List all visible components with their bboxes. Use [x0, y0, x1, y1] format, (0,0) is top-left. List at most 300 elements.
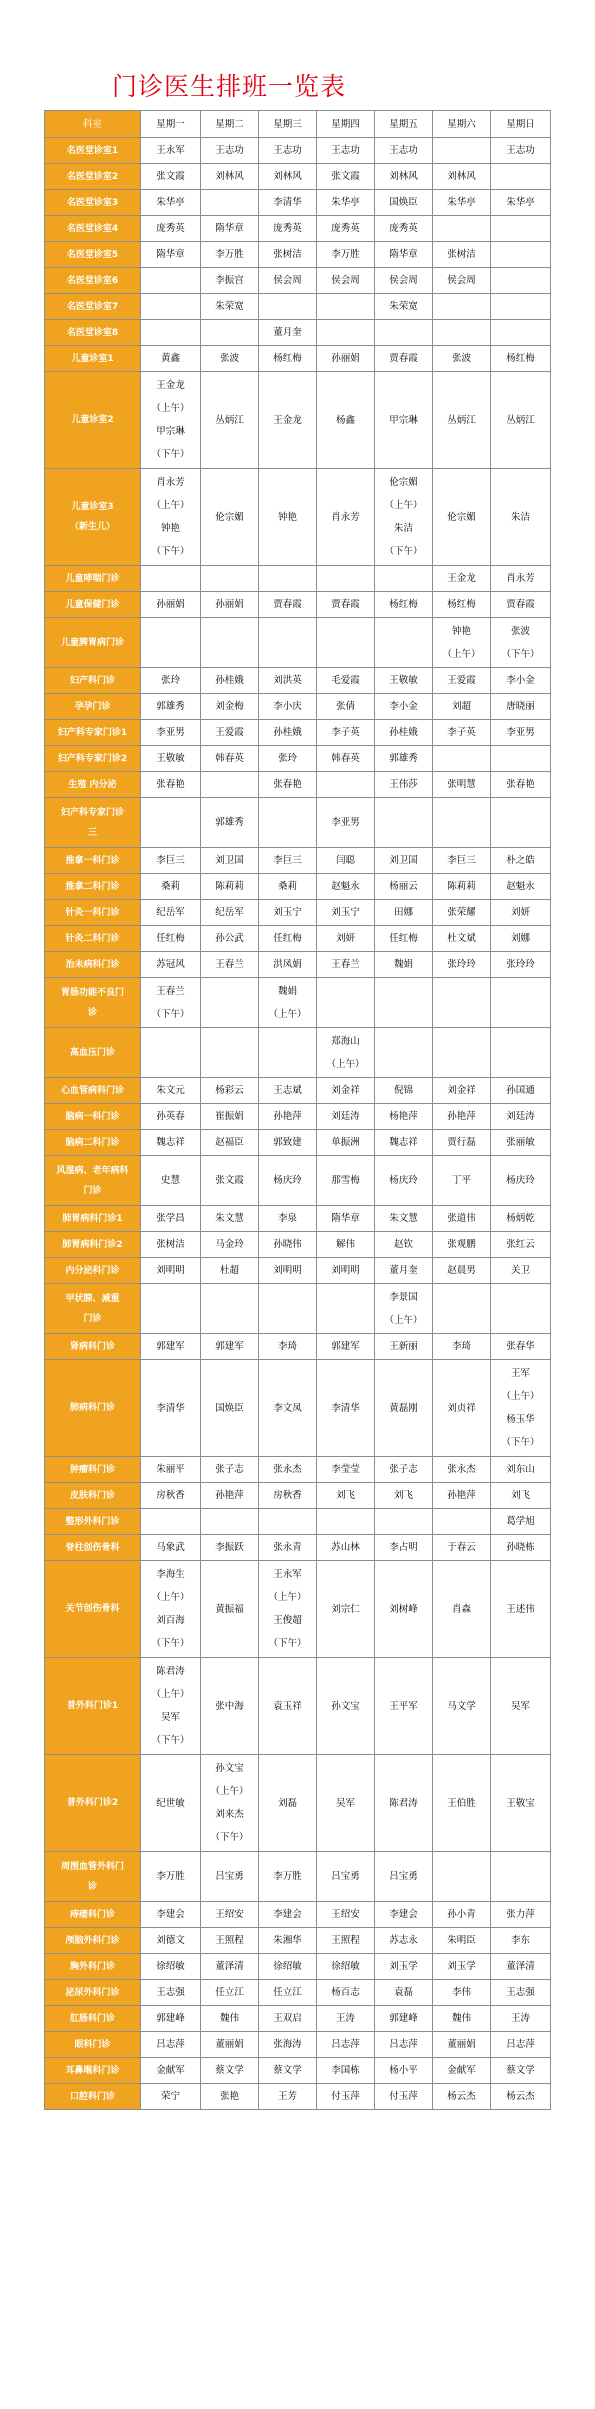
schedule-cell — [259, 618, 317, 668]
doctor-list — [433, 1955, 490, 1978]
doctor-name: 刘娜 — [510, 933, 530, 944]
doctor-list — [433, 1695, 490, 1718]
department-cell — [45, 900, 141, 926]
schedule-cell — [433, 1928, 491, 1954]
doctor-name: 贾春霞 — [273, 599, 302, 610]
schedule-cell — [375, 1104, 433, 1130]
doctor-name: 闫聪 — [335, 855, 355, 866]
column-header-thursday: 星期四 — [317, 111, 375, 138]
doctor-name: 史慧 — [160, 1175, 180, 1186]
schedule-cell — [491, 1457, 551, 1483]
schedule-cell — [201, 1028, 259, 1078]
table-row — [45, 1360, 551, 1457]
doctor-name: 张春艳 — [506, 779, 535, 790]
schedule-cell — [141, 1104, 201, 1130]
department-name: 脑病二科门诊 — [65, 1137, 120, 1148]
schedule-cell — [375, 1156, 433, 1206]
doctor-name: 国焕臣 — [389, 197, 418, 208]
doctor-name: 张玲玲 — [447, 959, 476, 970]
doctor-name: 丛炳江 — [447, 414, 476, 426]
department-cell — [45, 1130, 141, 1156]
doctor-name: 王敬敏 — [389, 675, 418, 686]
schedule-cell — [141, 592, 201, 618]
doctor-list — [141, 1335, 200, 1358]
doctor-list — [259, 1335, 316, 1358]
doctor-name: 钟艳 — [451, 625, 471, 637]
doctor-name: 魏娟 — [393, 959, 413, 970]
schedule-cell — [375, 900, 433, 926]
schedule-cell — [201, 1457, 259, 1483]
doctor-list — [317, 2033, 374, 2056]
doctor-list — [141, 1792, 200, 1815]
table-row — [45, 1104, 551, 1130]
schedule-cell — [491, 1902, 551, 1928]
doctor-list — [259, 217, 316, 240]
schedule-cell — [317, 242, 375, 268]
doctor-name: 魏志祥 — [389, 1137, 418, 1148]
schedule-cell — [375, 190, 433, 216]
schedule-cell — [201, 848, 259, 874]
schedule-cell — [201, 1232, 259, 1258]
department-name: 颅脑外科门诊 — [65, 1935, 120, 1946]
doctor-list — [317, 1929, 374, 1952]
doctor-list — [141, 1233, 200, 1256]
doctor-name: 刘贞祥 — [447, 1402, 476, 1414]
doctor-list — [491, 567, 550, 590]
doctor-name: 崔振娟 — [215, 1111, 244, 1122]
schedule-cell — [201, 1852, 259, 1902]
schedule-cell — [259, 216, 317, 242]
schedule-cell — [317, 798, 375, 848]
table-row — [45, 2006, 551, 2032]
schedule-cell — [491, 1360, 551, 1457]
doctor-name: 朱文慧 — [215, 1213, 244, 1224]
doctor-name: 李小庆 — [273, 701, 302, 712]
doctor-list — [375, 1598, 432, 1621]
table-row — [45, 1078, 551, 1104]
schedule-cell — [491, 1928, 551, 1954]
doctor-name: 任红梅 — [273, 933, 302, 944]
doctor-list — [259, 927, 316, 950]
doctor-list — [201, 901, 258, 924]
doctor-list — [317, 1030, 374, 1076]
schedule-cell — [141, 1258, 201, 1284]
doctor-list — [433, 1792, 490, 1815]
schedule-cell — [201, 190, 259, 216]
doctor-name: （上午） — [151, 500, 190, 511]
doctor-list — [317, 901, 374, 924]
doctor-name: 侯会周 — [389, 275, 418, 286]
doctor-list — [317, 139, 374, 162]
department-name: 生殖 内分泌 — [68, 779, 117, 790]
doctor-list — [317, 165, 374, 188]
department-cell — [45, 1360, 141, 1457]
doctor-list — [317, 721, 374, 744]
doctor-name: 李子英 — [331, 727, 360, 738]
schedule-cell — [491, 1258, 551, 1284]
department-name: 诊 — [87, 1007, 97, 1018]
department-name: 肾病科门诊 — [69, 1341, 115, 1352]
doctor-name: 任立江 — [215, 1987, 244, 1998]
schedule-cell — [141, 190, 201, 216]
department-name: 儿童保健门诊 — [65, 599, 120, 610]
doctor-name: 吕志萍 — [506, 2039, 535, 2050]
schedule-cell — [375, 1980, 433, 2006]
doctor-list — [491, 1792, 550, 1815]
doctor-name: 唐晓丽 — [506, 701, 535, 712]
doctor-list — [491, 953, 550, 976]
table-row — [45, 1535, 551, 1561]
department-cell — [45, 1483, 141, 1509]
doctor-name: 杨庆玲 — [273, 1175, 302, 1186]
table-row — [45, 1028, 551, 1078]
schedule-cell — [491, 848, 551, 874]
department-cell — [45, 746, 141, 772]
doctor-name: 张春艳 — [273, 779, 302, 790]
doctor-list — [201, 1865, 258, 1888]
doctor-name: 马金玲 — [215, 1239, 244, 1250]
department-cell — [45, 1284, 141, 1334]
doctor-name: 吕宝勇 — [389, 1871, 418, 1882]
schedule-cell — [259, 1104, 317, 1130]
doctor-name: 王芳 — [277, 2091, 297, 2102]
doctor-list — [201, 669, 258, 692]
department-name: 肺胃病科门诊2 — [62, 1239, 123, 1250]
column-header-monday: 星期一 — [141, 111, 201, 138]
doctor-name: 刘林风 — [389, 171, 418, 182]
doctor-list — [201, 1929, 258, 1952]
doctor-list — [317, 1207, 374, 1230]
doctor-name: 张红云 — [506, 1239, 535, 1250]
doctor-list — [375, 1929, 432, 1952]
doctor-name: 王志功 — [273, 145, 302, 156]
doctor-name: 郭致建 — [273, 1137, 302, 1148]
department-cell — [45, 216, 141, 242]
doctor-name: 肖永芳 — [331, 511, 360, 523]
doctor-list — [491, 1362, 550, 1454]
schedule-cell — [375, 2058, 433, 2084]
department-name: 整形外科门诊 — [65, 1516, 120, 1527]
schedule-cell — [433, 874, 491, 900]
doctor-name: 董丽娟 — [447, 2039, 476, 2050]
doctor-name: （上午） — [384, 500, 423, 511]
schedule-cell — [375, 618, 433, 668]
doctor-list — [375, 901, 432, 924]
doctor-list — [317, 1131, 374, 1154]
department-cell — [45, 1334, 141, 1360]
department-cell — [45, 1156, 141, 1206]
doctor-name: 董泽清 — [215, 1961, 244, 1972]
schedule-cell — [317, 2084, 375, 2110]
doctor-list — [141, 1169, 200, 1192]
doctor-list — [491, 1510, 550, 1533]
doctor-list — [317, 1865, 374, 1888]
schedule-cell — [201, 720, 259, 746]
schedule-cell — [491, 320, 551, 346]
doctor-list — [259, 1484, 316, 1507]
doctor-name: 李建会 — [156, 1909, 185, 1920]
doctor-name: 刘飞 — [510, 1490, 530, 1501]
schedule-cell — [491, 372, 551, 469]
schedule-cell — [141, 952, 201, 978]
schedule-cell — [433, 1852, 491, 1902]
doctor-name: 桑莉 — [160, 881, 180, 892]
schedule-cell — [317, 1755, 375, 1852]
doctor-list — [317, 1458, 374, 1481]
doctor-name: 黄磊刚 — [389, 1402, 418, 1414]
doctor-name: 孙桂娥 — [215, 675, 244, 686]
doctor-list — [491, 1079, 550, 1102]
doctor-name: 任立江 — [273, 1987, 302, 1998]
doctor-name: 杨庆玲 — [389, 1175, 418, 1186]
doctor-name: 张荣耀 — [447, 907, 476, 918]
doctor-list — [491, 669, 550, 692]
doctor-name: 蔡文学 — [506, 2065, 535, 2076]
schedule-cell — [259, 242, 317, 268]
schedule-cell — [433, 1078, 491, 1104]
schedule-cell — [259, 1483, 317, 1509]
doctor-list — [491, 1233, 550, 1256]
doctor-name: 郭建军 — [215, 1341, 244, 1352]
doctor-name: 黄鑫 — [160, 353, 180, 364]
doctor-name: 吴军 — [510, 1700, 530, 1712]
doctor-list — [375, 669, 432, 692]
doctor-name: 董泽清 — [506, 1961, 535, 1972]
doctor-name: 张春艳 — [156, 779, 185, 790]
doctor-list — [375, 139, 432, 162]
doctor-list — [259, 593, 316, 616]
doctor-list — [433, 875, 490, 898]
schedule-cell — [141, 926, 201, 952]
doctor-name: 朱洁 — [510, 511, 530, 523]
doctor-name: 黄振福 — [215, 1603, 244, 1615]
table-row — [45, 694, 551, 720]
doctor-name: 袁磊 — [393, 1987, 413, 1998]
schedule-cell — [141, 294, 201, 320]
doctor-name: 刘玉宁 — [331, 907, 360, 918]
schedule-cell — [375, 720, 433, 746]
table-row — [45, 216, 551, 242]
doctor-name: 刘妍 — [510, 907, 530, 918]
doctor-name: 苏山林 — [331, 1542, 360, 1553]
schedule-cell — [317, 190, 375, 216]
table-row — [45, 1206, 551, 1232]
doctor-name: 吕宝勇 — [215, 1871, 244, 1882]
table-row — [45, 1954, 551, 1980]
doctor-name: 李亚男 — [156, 727, 185, 738]
schedule-body — [45, 138, 551, 2110]
department-name: 眼科门诊 — [74, 2039, 111, 2050]
doctor-name: 张观鹏 — [447, 1239, 476, 1250]
schedule-cell — [491, 1334, 551, 1360]
department-cell — [45, 294, 141, 320]
department-name: 儿童诊室1 — [71, 353, 114, 364]
schedule-cell — [375, 1928, 433, 1954]
schedule-cell — [491, 1130, 551, 1156]
doctor-name: 李巨三 — [156, 855, 185, 866]
schedule-cell — [201, 1561, 259, 1658]
schedule-cell — [375, 164, 433, 190]
doctor-name: （下午） — [268, 1638, 307, 1649]
doctor-name: 王金龙 — [447, 573, 476, 584]
doctor-name: （下午） — [501, 1437, 540, 1448]
doctor-list — [201, 1233, 258, 1256]
schedule-cell — [141, 1535, 201, 1561]
doctor-name: 孙晓栋 — [506, 1542, 535, 1553]
schedule-cell — [375, 848, 433, 874]
doctor-list — [433, 1458, 490, 1481]
doctor-name: 孙丽娟 — [156, 599, 185, 610]
doctor-list — [433, 1929, 490, 1952]
department-cell — [45, 1232, 141, 1258]
schedule-cell — [259, 294, 317, 320]
doctor-name: 杨红梅 — [389, 599, 418, 610]
schedule-cell — [201, 320, 259, 346]
doctor-name: 王伟莎 — [389, 779, 418, 790]
doctor-name: 肖永芳 — [506, 573, 535, 584]
doctor-list — [433, 347, 490, 370]
schedule-cell — [259, 1509, 317, 1535]
table-row — [45, 1980, 551, 2006]
doctor-name: 刘玉学 — [389, 1961, 418, 1972]
doctor-list — [317, 2059, 374, 2082]
doctor-name: 孙艳萍 — [215, 1490, 244, 1501]
doctor-name: 洪凤娟 — [273, 959, 302, 970]
doctor-list — [433, 927, 490, 950]
doctor-list — [433, 1207, 490, 1230]
doctor-list — [433, 695, 490, 718]
doctor-list — [141, 1563, 200, 1655]
doctor-name: 张子志 — [215, 1464, 244, 1475]
schedule-cell — [317, 900, 375, 926]
doctor-name: 张丽敏 — [506, 1137, 535, 1148]
doctor-name: 李莹莹 — [331, 1464, 360, 1475]
department-name: 胃肠功能不良门 — [60, 987, 124, 998]
doctor-list — [201, 1397, 258, 1420]
doctor-name: 朱文慧 — [389, 1213, 418, 1224]
schedule-cell — [317, 1156, 375, 1206]
schedule-cell — [259, 798, 317, 848]
doctor-name: 王爱霞 — [447, 675, 476, 686]
doctor-list — [201, 1981, 258, 2004]
schedule-cell — [433, 1509, 491, 1535]
schedule-cell — [201, 798, 259, 848]
doctor-list — [317, 669, 374, 692]
department-name: 肺病科门诊 — [69, 1403, 115, 1413]
department-name: 推拿二科门诊 — [65, 881, 120, 892]
doctor-list — [317, 1792, 374, 1815]
doctor-list — [433, 593, 490, 616]
schedule-cell — [141, 1028, 201, 1078]
doctor-list — [317, 409, 374, 432]
department-name: 脑病一科门诊 — [65, 1111, 120, 1122]
schedule-cell — [201, 874, 259, 900]
doctor-name: 孙晓伟 — [273, 1239, 302, 1250]
doctor-name: 刘百海 — [156, 1615, 185, 1626]
doctor-list — [375, 875, 432, 898]
department-name: 耳鼻喉科门诊 — [65, 2065, 120, 2076]
column-header-tuesday: 星期二 — [201, 111, 259, 138]
doctor-list — [259, 243, 316, 266]
doctor-name: 王新丽 — [389, 1341, 418, 1352]
schedule-cell — [433, 346, 491, 372]
schedule-cell — [201, 592, 259, 618]
doctor-list — [375, 747, 432, 770]
doctor-name: 刘卫国 — [215, 855, 244, 866]
doctor-list — [201, 1207, 258, 1230]
schedule-cell — [259, 566, 317, 592]
doctor-list — [259, 1207, 316, 1230]
doctor-name: 吴军 — [160, 1712, 180, 1723]
doctor-list — [491, 1903, 550, 1926]
schedule-cell — [433, 268, 491, 294]
department-name: 名医堂诊室4 — [66, 223, 119, 234]
doctor-name: 杨红梅 — [506, 353, 535, 364]
doctor-list — [259, 139, 316, 162]
schedule-cell — [317, 1078, 375, 1104]
doctor-name: 李万胜 — [273, 1871, 302, 1882]
schedule-cell — [141, 566, 201, 592]
doctor-name: （下午） — [151, 546, 190, 557]
doctor-list — [317, 875, 374, 898]
doctor-name: 苏冠风 — [156, 959, 185, 970]
schedule-cell — [433, 978, 491, 1028]
schedule-cell — [141, 1852, 201, 1902]
doctor-name: 李文凤 — [273, 1402, 302, 1414]
doctor-list — [259, 747, 316, 770]
doctor-name: 杨艳萍 — [389, 1111, 418, 1122]
doctor-name: （下午） — [151, 449, 190, 460]
department-cell — [45, 320, 141, 346]
schedule-cell — [317, 1206, 375, 1232]
schedule-cell — [317, 1258, 375, 1284]
doctor-list — [317, 191, 374, 214]
doctor-list — [491, 1929, 550, 1952]
doctor-name: 郭雄秀 — [215, 817, 244, 828]
schedule-cell — [491, 2084, 551, 2110]
schedule-cell — [375, 952, 433, 978]
schedule-cell — [259, 1954, 317, 1980]
department-name: 妇产科专家门诊1 — [57, 727, 128, 738]
schedule-cell — [491, 1028, 551, 1078]
schedule-cell — [317, 2006, 375, 2032]
doctor-list — [317, 269, 374, 292]
doctor-list — [375, 953, 432, 976]
doctor-list — [317, 506, 374, 529]
doctor-name: 陈君涛 — [156, 1666, 185, 1677]
department-cell — [45, 2032, 141, 2058]
schedule-cell — [201, 164, 259, 190]
doctor-name: （上午） — [151, 403, 190, 414]
department-name: 名医堂诊室6 — [66, 275, 119, 286]
table-row — [45, 1658, 551, 1755]
doctor-list — [375, 269, 432, 292]
department-name: 肺胃病科门诊1 — [62, 1213, 123, 1224]
department-cell — [45, 2006, 141, 2032]
doctor-name: 朱华亭 — [331, 197, 360, 208]
schedule-cell — [141, 1980, 201, 2006]
department-name: 胸外科门诊 — [69, 1961, 115, 1972]
schedule-cell — [259, 372, 317, 469]
doctor-list — [259, 669, 316, 692]
schedule-cell — [201, 1334, 259, 1360]
doctor-name: 董月奎 — [273, 327, 302, 338]
doctor-list — [491, 695, 550, 718]
doctor-list — [433, 2085, 490, 2108]
doctor-name: 李振跃 — [215, 1542, 244, 1553]
doctor-list — [259, 1259, 316, 1282]
schedule-cell — [141, 2084, 201, 2110]
